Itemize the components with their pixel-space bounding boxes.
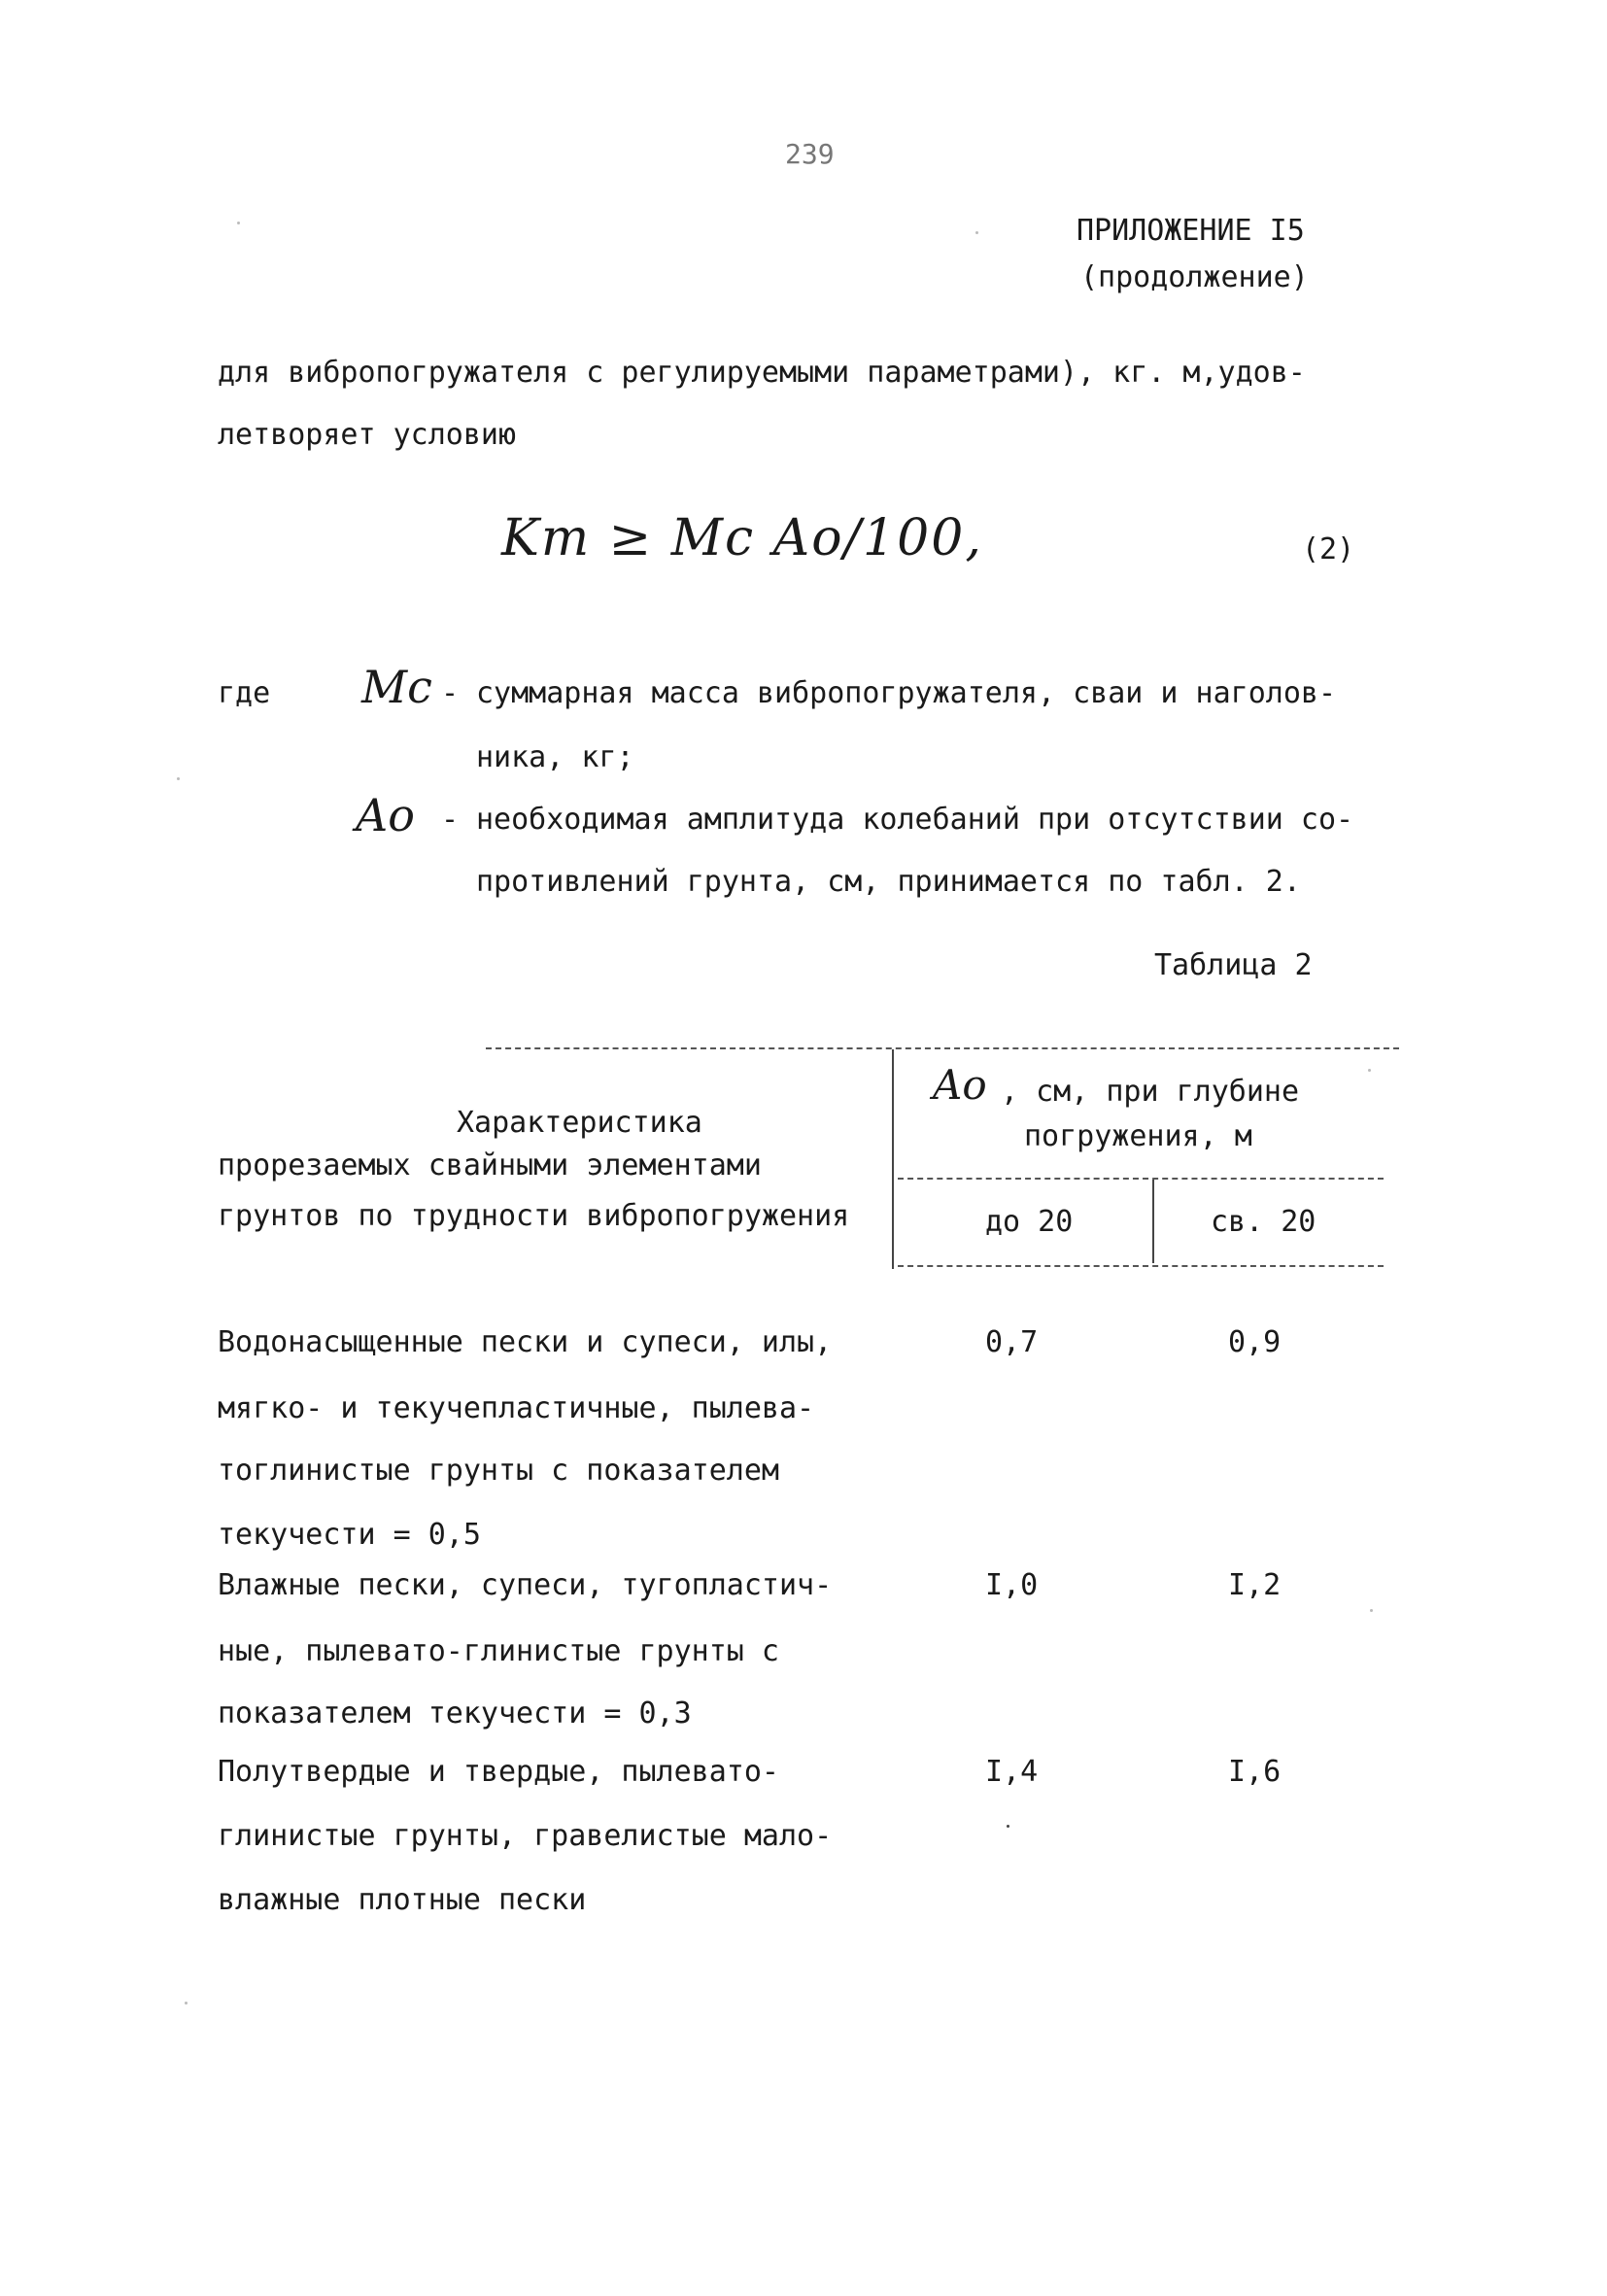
paragraph-line-1: для вибропогружателя с регулируемыми параметрами), кг. м,удов- bbox=[218, 356, 1306, 390]
scan-speck bbox=[177, 777, 180, 780]
definition-text-line: ника, кг; bbox=[476, 740, 634, 774]
table-caption: Таблица 2 bbox=[1154, 948, 1313, 982]
table-header-symbol-ao: Ao bbox=[933, 1061, 987, 1109]
definition-text-line: суммарная масса вибропогружателя, сваи и наголов- bbox=[476, 676, 1337, 710]
scan-speck bbox=[1370, 1609, 1373, 1612]
table-row-text-line: Водонасыщенные пески и супеси, илы, bbox=[218, 1325, 833, 1359]
table-header-bottom-rule bbox=[898, 1265, 1384, 1267]
table-top-rule bbox=[486, 1047, 1399, 1049]
definition-dash: - bbox=[441, 676, 460, 710]
table-row-text-line: тоглинистые грунты с показателем bbox=[218, 1454, 779, 1488]
definition-text-line: необходимая амплитуда колебаний при отсутствии со- bbox=[476, 803, 1354, 837]
table-row-text-line: Влажные пески, супеси, тугопластич- bbox=[218, 1568, 833, 1602]
table-row-text-line: текучести = 0,5 bbox=[218, 1518, 481, 1552]
appendix-title: ПРИЛОЖЕНИЕ I5 bbox=[1077, 214, 1305, 248]
table-row-text-line: мягко- и текучепластичные, пылева- bbox=[218, 1391, 815, 1425]
table-subheader-depth-over-20: св. 20 bbox=[1211, 1205, 1316, 1239]
table-subheader-divider bbox=[1152, 1180, 1154, 1263]
definition-text-line: противлений грунта, см, принимается по табл. 2. bbox=[476, 865, 1301, 899]
table-row-text-line: ные, пылевато-глинистые грунты с bbox=[218, 1634, 779, 1668]
table-header-left-line: Характеристика bbox=[457, 1106, 702, 1140]
table-row-text-line: показателем текучести = 0,3 bbox=[218, 1696, 692, 1731]
table-subheader-rule bbox=[898, 1178, 1384, 1180]
table-cell-value: I,6 bbox=[1228, 1755, 1282, 1789]
scan-speck bbox=[1368, 1069, 1371, 1072]
table-divider-vertical bbox=[892, 1049, 894, 1269]
definition-dash: - bbox=[441, 803, 460, 837]
scan-speck bbox=[185, 2002, 188, 2005]
table-cell-value: 0,9 bbox=[1228, 1325, 1282, 1359]
table-header-left-line: прорезаемых свайными элементами bbox=[218, 1148, 762, 1182]
table-cell-value: 0,7 bbox=[985, 1325, 1039, 1359]
table-row-text-line: влажные плотные пески bbox=[218, 1883, 587, 1917]
definition-symbol-mc: Mc bbox=[361, 661, 432, 713]
table-header-right-line: , см, при глубине bbox=[1001, 1075, 1300, 1109]
scan-speck bbox=[975, 231, 978, 234]
formula-number: (2) bbox=[1302, 532, 1355, 566]
page-number: 239 bbox=[785, 138, 835, 170]
where-word: где bbox=[218, 676, 271, 710]
scan-speck bbox=[1007, 1825, 1009, 1828]
table-cell-value: I,0 bbox=[985, 1568, 1039, 1602]
table-row-text-line: Полутвердые и твердые, пылевато- bbox=[218, 1755, 779, 1789]
scan-speck bbox=[237, 222, 240, 224]
table-header-left-line: грунтов по трудности вибропогружения bbox=[218, 1199, 850, 1233]
table-cell-value: I,2 bbox=[1228, 1568, 1282, 1602]
table-header-right-line: погружения, м bbox=[1024, 1119, 1252, 1153]
definition-symbol-ao: Ao bbox=[356, 789, 415, 841]
table-row-text-line: глинистые грунты, гравелистые мало- bbox=[218, 1819, 833, 1853]
paragraph-line-2: летворяет условию bbox=[218, 418, 517, 452]
appendix-subtitle: (продолжение) bbox=[1080, 260, 1309, 294]
table-subheader-depth-to-20: до 20 bbox=[985, 1205, 1074, 1239]
table-cell-value: I,4 bbox=[985, 1755, 1039, 1789]
formula-expression: Km ≥ Mc Ao/100, bbox=[501, 509, 983, 567]
